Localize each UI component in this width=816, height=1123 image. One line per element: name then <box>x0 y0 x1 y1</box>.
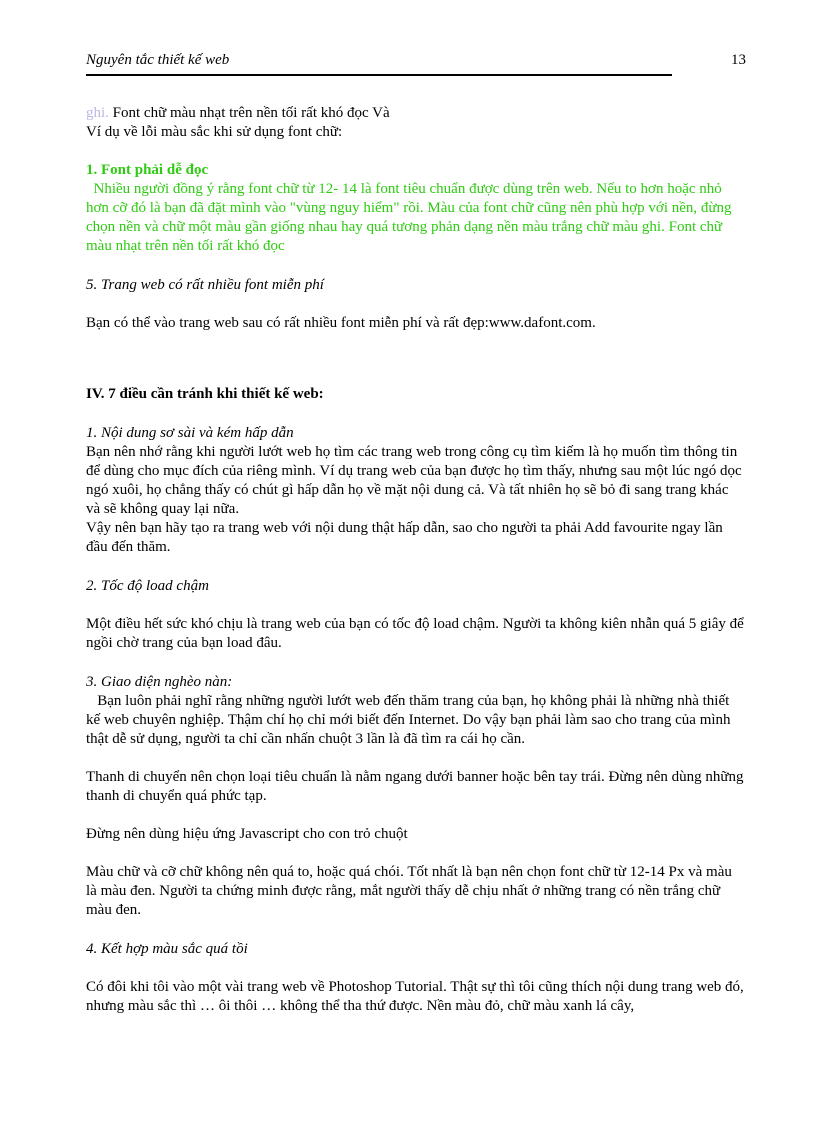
free-fonts-heading: 5. Trang web có rất nhiều font miễn phí <box>86 277 324 293</box>
free-fonts-body: Bạn có thể vào trang web sau có rất nhiều font miễn phí và rất đẹp:www.dafont.com. <box>86 315 596 331</box>
intro-line-1 <box>86 104 746 123</box>
item1-para2: Vậy nên bạn hãy tạo ra trang web với nội dung thật hấp dẫn, sao cho người ta phải Add favourite ngay lần đầu đến thăm. <box>86 520 723 555</box>
item4-heading: 4. Kết hợp màu sắc quá tồi <box>86 941 248 957</box>
intro-line-1-text: Font chữ màu nhạt trên nền tối rất khó đọc Và <box>108 105 390 121</box>
item1-heading: 1. Nội dung sơ sài và kém hấp dẫn <box>86 425 294 441</box>
intro-line-2: Ví dụ về lỗi màu sắc khi sử dụng font chữ: <box>86 124 343 140</box>
item2-heading: 2. Tốc độ load chậm <box>86 578 209 594</box>
item2-para1: Một điều hết sức khó chịu là trang web của bạn có tốc độ load chậm. Người ta không kiên nhẫn quá 5 giây để ngồi chờ trang của bạn load đâu. <box>86 616 744 651</box>
item3-para3: Đừng nên dùng hiệu ứng Javascript cho con trỏ chuột <box>86 826 408 842</box>
item3-para1: Bạn luôn phải nghĩ rằng những người lướt web đến thăm trang của bạn, họ không phải là những nhà thiết kế web chuyên nghiệp. Thậm chí họ chỉ mới biết đến Internet. Do vậy bạn phải làm sao cho trang của mình thật dễ sử dụng, người ta chỉ cần nhấn chuột 3 lần là đã tìm ra cái họ cần. <box>86 693 735 747</box>
page-number: 13 <box>731 52 746 68</box>
item3-para2: Thanh di chuyển nên chọn loại tiêu chuẩn là nằm ngang dưới banner hoặc bên tay trái. Đừng nên dùng những thanh di chuyển quá phức tạp. <box>86 769 744 804</box>
avoid-section-heading: IV. 7 điều cần tránh khi thiết kế web: <box>86 386 324 402</box>
page-content <box>86 100 746 1016</box>
running-header-title: Nguyên tắc thiết kế web <box>86 52 230 68</box>
item1-para1: Bạn nên nhớ rằng khi người lướt web họ tìm các trang web trong công cụ tìm kiếm là họ muốn tìm thông tin để dùng cho mục đích của riêng mình. Ví dụ trang web của bạn được họ tìm thấy, nhưng sau một lúc ngó dọc ngó xuôi, họ chẳng thấy có chút gì hấp dẫn họ về mặt nội dung cả. Và tất nhiên họ sẽ bỏ đi sang trang khác và sẽ không quay lại nữa. <box>86 444 742 517</box>
faint-word: ghi. <box>86 105 109 121</box>
font-section-body: Nhiều người đồng ý rằng font chữ từ 12- 14 là font tiêu chuẩn được dùng trên web. Nếu to hơn hoặc nhỏ hơn cỡ đó là bạn đã đặt mình vào "vùng nguy hiểm" rồi. Màu của font chữ cũng nên phù hợp với nền, đừng chọn nền và chữ một màu gần giống nhau hay quá tương phản dạng nền màu trắng chữ màu ghi. Font chữ màu nhạt trên nền tối rất khó đọc <box>86 181 736 254</box>
font-section-heading: 1. Font phải dễ đọc <box>86 162 209 178</box>
item4-para1: Có đôi khi tôi vào một vài trang web về Photoshop Tutorial. Thật sự thì tôi cũng thích nội dung trang web đó, nhưng màu sắc thì … ôi thôi … không thể tha thứ được. Nền màu đỏ, chữ màu xanh lá cây, <box>86 979 744 1014</box>
header-rule <box>86 74 672 76</box>
item3-para4: Màu chữ và cỡ chữ không nên quá to, hoặc quá chói. Tốt nhất là bạn nên chọn font chữ từ 12-14 Px và màu là màu đen. Người ta chứng minh được rằng, mắt người thấy dễ chịu nhất ở những trang có nền trắng chữ màu đen. <box>86 864 732 918</box>
item3-heading: 3. Giao diện nghèo nàn: <box>86 674 233 690</box>
